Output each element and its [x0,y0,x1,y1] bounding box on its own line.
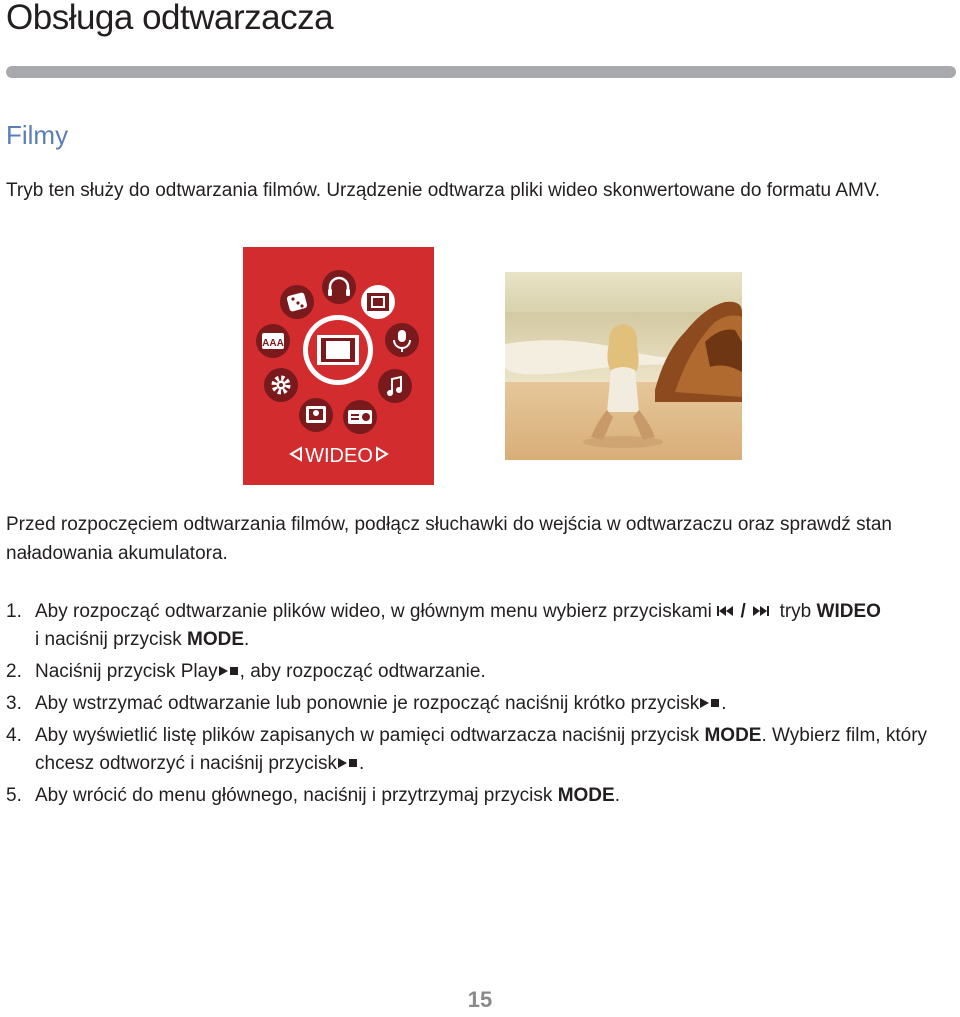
section-title: Filmy [6,120,69,150]
section-intro: Tryb ten służy do odtwarzania filmów. Urządzenie odtwarza pliki wideo skonwertowane do formatu AMV. [6,180,881,201]
prev-track-icon [717,598,735,626]
radio-icon [343,400,377,434]
film-center-icon [303,315,373,385]
dice-icon [280,285,314,319]
text-icon [256,324,290,358]
list-item: 4. Aby wyświetlić listę plików zapisanych w pamięci odtwarzacza naciśnij przycisk MODE. Wybierz film, który chcesz odtworzyć i naciśnij przycisk . [6,722,956,778]
film-icon [361,285,395,319]
page-number: 15 [467,987,493,1012]
photo-icon [299,398,333,432]
svg-text:AAA: AAA [262,338,284,349]
next-track-icon [751,598,769,626]
steps-list [6,598,956,814]
microphone-icon [385,323,419,357]
device-menu-graphic [243,247,434,485]
list-item: 2. Naciśnij przycisk Play , aby rozpocząć odtwarzanie. [6,658,956,686]
play-pause-icon [699,690,721,718]
page-title: Obsługa odtwarzacza [6,0,334,37]
list-item: 5. Aby wrócić do menu głównego, naciśnij i przytrzymaj przycisk MODE. [6,785,620,807]
menu-mode-label: WIDEO [305,445,373,467]
play-pause-icon [218,658,240,686]
list-item: 1. Aby rozpocząć odtwarzanie plików wideo, w głównym menu wybierz przyciskami / tryb WIDEO i naciśnij przycisk MODE. [6,598,956,654]
intro-paragraph: Przed rozpoczęciem odtwarzania filmów, podłącz słuchawki do wejścia w odtwarzaczu oraz sprawdź stan naładowania akumulatora. [6,514,892,564]
settings-icon [264,368,298,402]
device-menu-screen [243,247,434,485]
music-note-icon [378,369,412,403]
play-pause-icon [337,750,359,778]
header-divider [6,66,956,78]
video-photo [505,272,742,460]
headphones-icon [322,270,356,304]
list-item: 3. Aby wstrzymać odtwarzanie lub ponownie je rozpocząć naciśnij krótko przycisk . [6,690,956,718]
